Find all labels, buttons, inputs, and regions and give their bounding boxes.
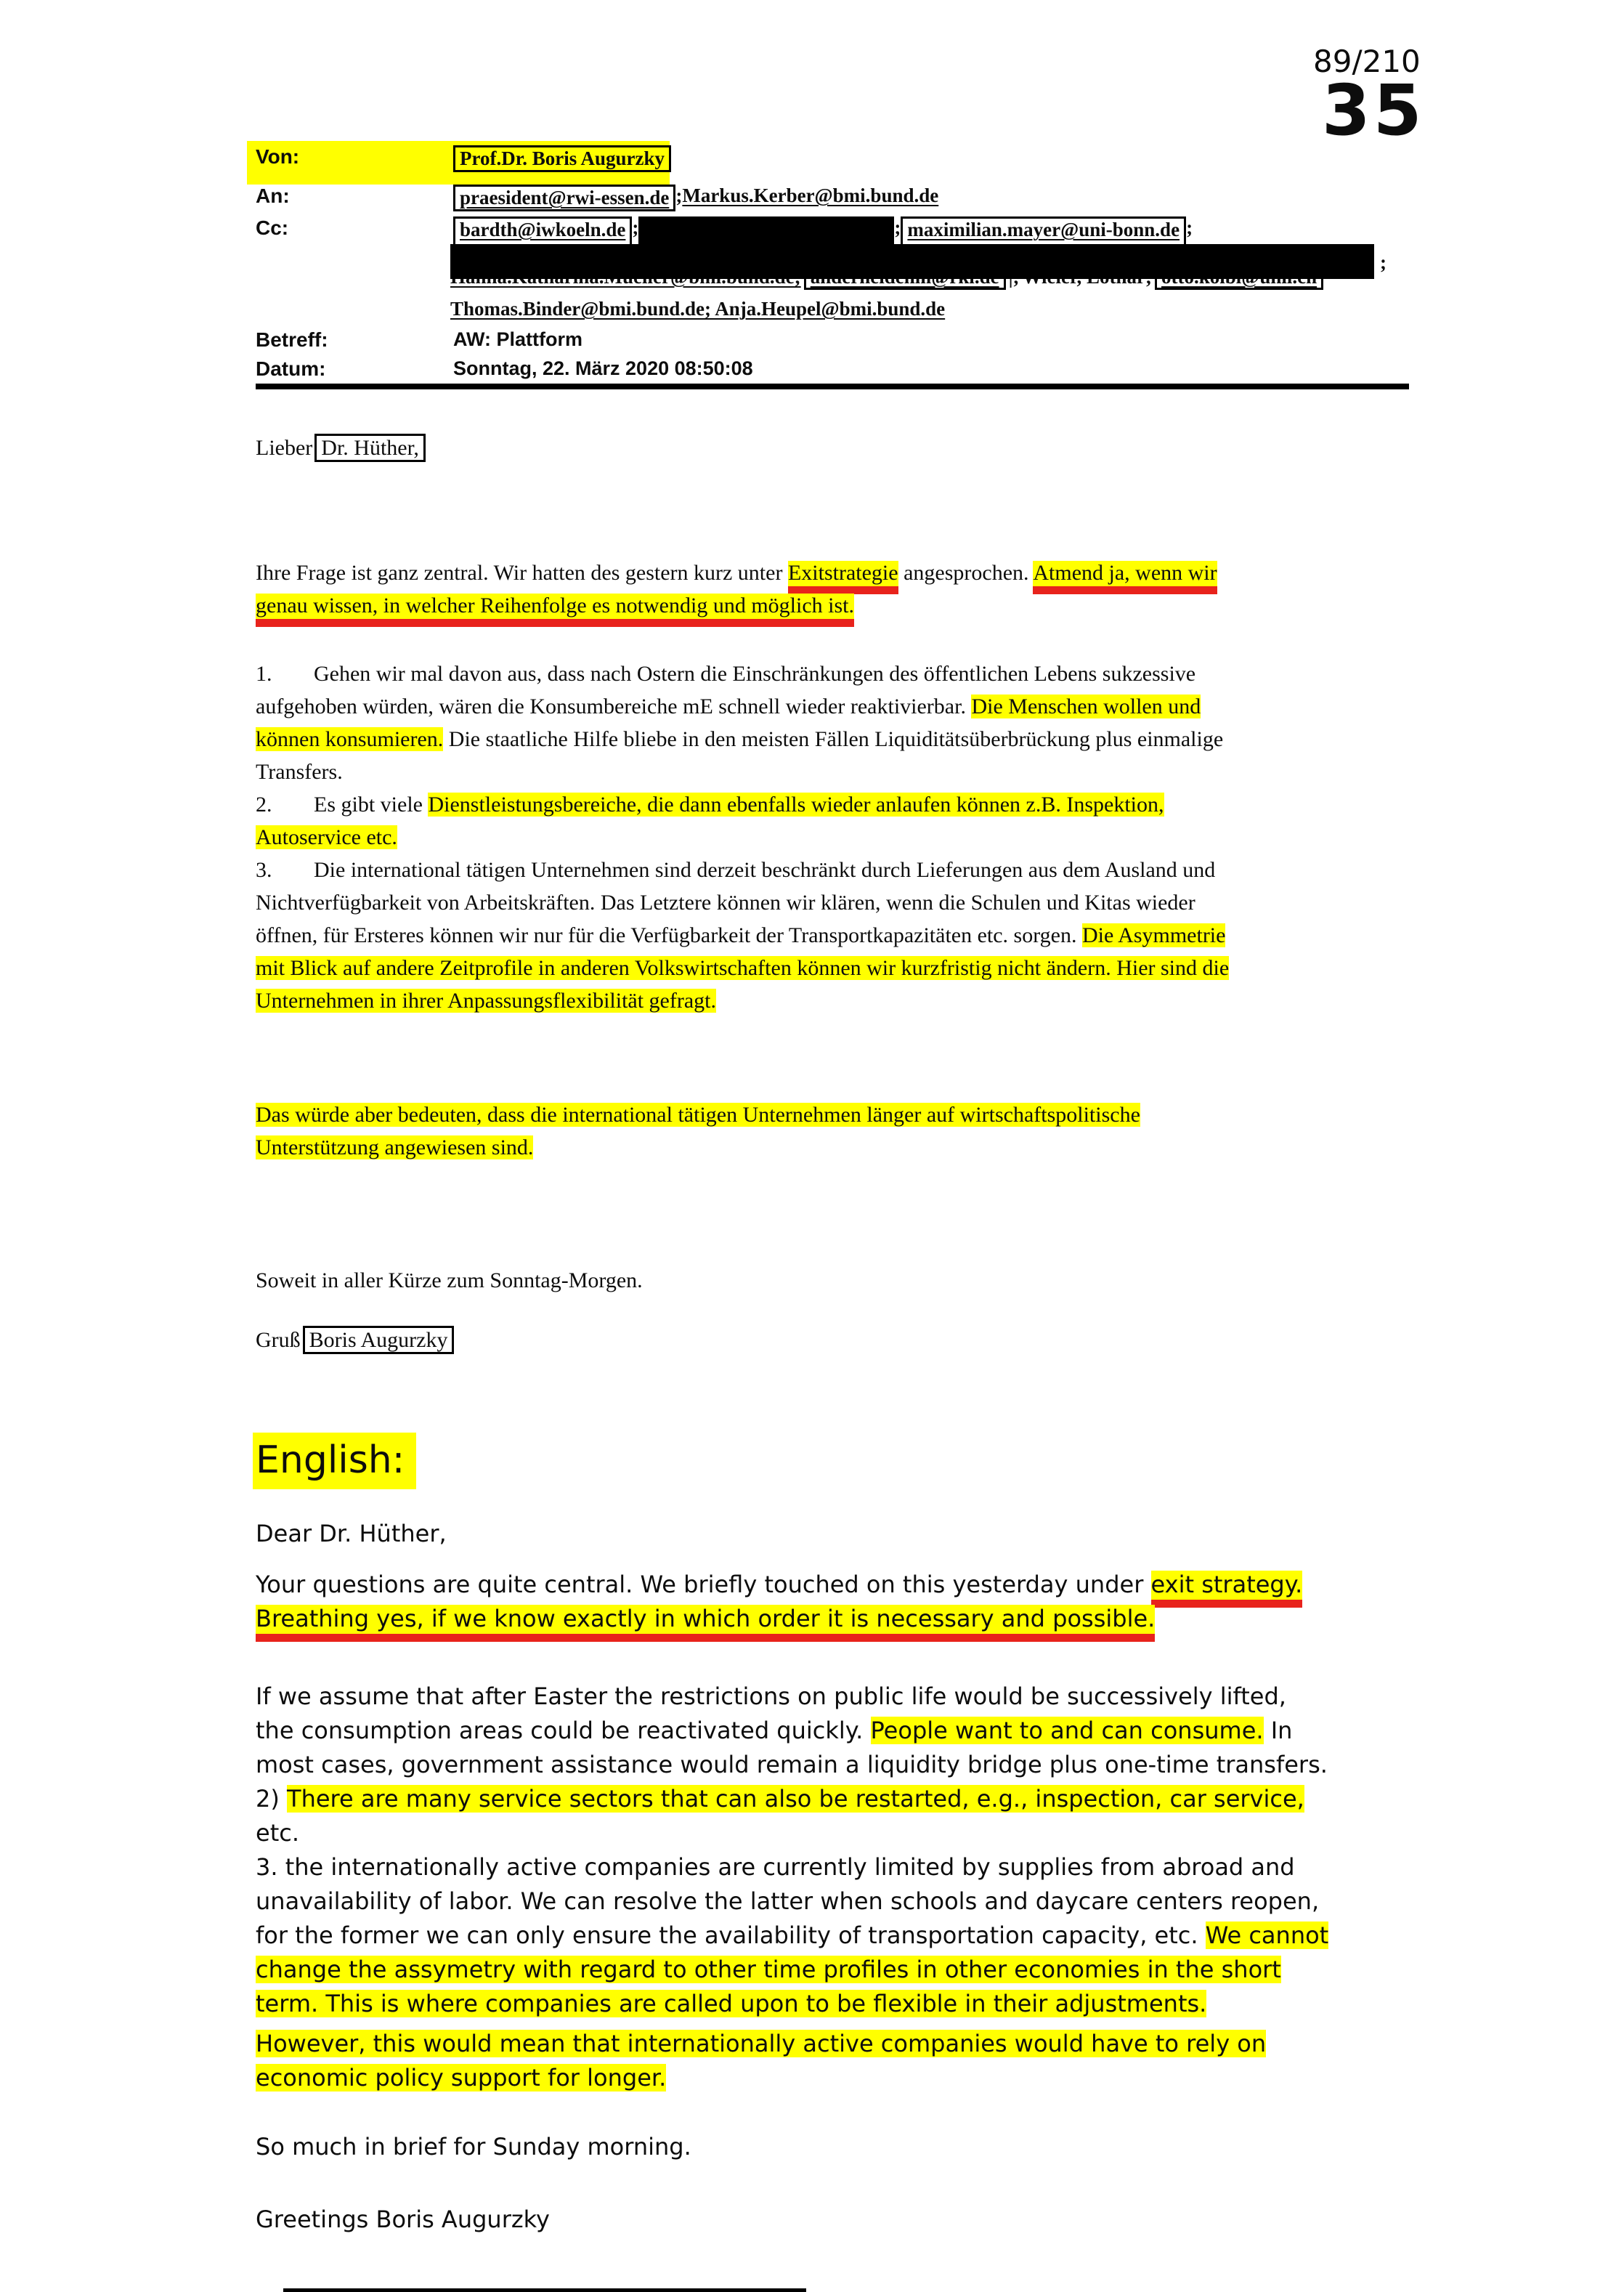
highlighted-text: Autoservice etc. [256,825,397,849]
german-paragraph-3: Soweit in aller Kürze zum Sonntag-Morgen. [256,1268,643,1292]
text-segment: the consumption areas could be reactivated quickly. [256,1717,871,1744]
an-recipient-2: Markus.Kerber@bmi.bund.de [682,185,939,206]
text-segment: aufgehoben würden, wären die Konsumbereiche mE schnell wieder reaktivierbar. [256,695,972,718]
german-list-item-1 [256,657,1454,788]
an-label: An: [256,185,290,207]
highlighted-text: change the assymetry with regard to other time profiles in other economies in the short [256,1956,1281,1983]
highlighted-text: Atmend ja, wenn wir [1033,561,1217,594]
signoff-name-box: Boris Augurzky [303,1326,455,1354]
english-greeting: Dear Dr. Hüther, [256,1520,447,1547]
cc-separator-1: ; [632,216,639,238]
page-stamp-number: 35 [1322,70,1425,151]
highlighted-text: There are many service sectors that can also be restarted, e.g., inspection, car service, [287,1785,1304,1813]
text-segment: In [1263,1717,1293,1744]
german-paragraph-1 [256,556,1447,622]
highlighted-text: mit Blick auf andere Zeitprofile in anderen Volkswirtschaften können wir kurzfristig nicht ändern. Hier sind die [256,956,1230,980]
highlighted-text: economic policy support for longer. [256,2064,667,2091]
english-heading-wrap [253,1433,416,1489]
cc-separator-2: ; [894,216,901,238]
page-counter: 89/210 [1313,44,1421,79]
highlighted-text: We cannot [1205,1922,1329,1949]
text-segment: Die international tätigen Unternehmen sind derzeit beschränkt durch Lieferungen aus dem Ausland und [314,858,1216,882]
text-segment: Nichtverfügbarkeit von Arbeitskräften. Das Letztere können wir klären, wenn die Schulen und Kitas wieder [256,891,1195,915]
an-recipient-box: praesident@rwi-essen.de [453,185,675,211]
cc-recipient-box-2: maximilian.mayer@uni-bonn.de [901,216,1186,250]
highlighted-text: Das würde aber bedeuten, dass die international tätigen Unternehmen länger auf wirtschaftspolitische [256,1103,1140,1127]
an-separator: ; [675,185,683,206]
betreff-value: AW: Plattform [453,328,583,350]
highlighted-text: Exitstrategie [788,561,898,594]
text-segment: Die staatliche Hilfe bliebe in den meisten Fällen Liquiditätsüberbrückung plus einmalige [443,727,1224,751]
header-separator-line [256,384,1409,389]
greeting-line [256,432,426,464]
highlighted-text: term. This is where companies are called upon to be flexible in their adjustments. [256,1990,1207,2017]
text-segment: If we assume that after Easter the restrictions on public life would be successively lifted, [256,1682,1286,1710]
highlighted-text: Breathing yes, if we know exactly in which order it is necessary and possible. [256,1605,1155,1642]
text-segment: 3. the internationally active companies are currently limited by supplies from abroad and [256,1853,1295,1881]
scan-artifact-bar [283,2288,806,2292]
highlighted-text: Die Menschen wollen und [971,695,1201,718]
german-list-item-3 [256,854,1454,1017]
text-segment: Es gibt viele [314,793,429,817]
redaction-bar-small [1055,248,1302,279]
english-paragraph-however [256,2027,1476,2095]
german-list-item-2 [256,788,1454,854]
text-segment: 2. [256,793,272,817]
english-paragraph-somuch: So much in brief for Sunday morning. [256,2133,691,2161]
betreff-label: Betreff: [256,328,328,351]
english-main-block [256,1680,1476,2021]
text-segment: unavailability of labor. We can resolve the latter when schools and daycare centers reopen, [256,1887,1320,1915]
header-row-datum [256,357,753,381]
greeting-name-box: Dr. Hüther, [314,434,426,462]
highlighted-text: Unternehmen in ihrer Anpassungsflexibilität gefragt. [256,989,716,1013]
signoff-prefix: Gruß [256,1328,301,1352]
highlighted-text: Unterstützung angewiesen sind. [256,1135,534,1159]
cc-continuation-line-2: Thomas.Binder@bmi.bund.de; Anja.Heupel@bmi.bund.de [450,298,946,320]
text-segment: for the former we can only ensure the availability of transportation capacity, etc. [256,1922,1206,1949]
highlighted-text: können konsumieren. [256,727,444,751]
german-list [256,657,1454,1017]
cc-recipient-box-1: bardth@iwkoeln.de [453,216,632,250]
english-paragraph-1 [256,1568,1461,1636]
highlighted-text: genau wissen, in welcher Reihenfolge es notwendig und möglich ist. [256,594,854,627]
text-segment: angesprochen. [898,561,1034,585]
line4-semicolon: ; [1380,251,1387,273]
datum-value: Sonntag, 22. März 2020 08:50:08 [453,357,753,379]
text-segment: Ihre Frage ist ganz zentral. Wir hatten des gestern kurz unter [256,561,788,585]
text-segment: 1. [256,662,272,686]
text-segment: Gehen wir mal davon aus, dass nach Ostern die Einschränkungen des öffentlichen Lebens sukzessive [314,662,1196,686]
text-segment: Your questions are quite central. We briefly touched on this yesterday under [256,1571,1151,1598]
header-row-von [256,145,671,172]
highlighted-text: exit strategy. [1151,1571,1303,1608]
cc-tail-separator: ; [1186,216,1193,238]
text-segment: 3. [256,858,272,882]
highlighted-text: However, this would mean that internationally active companies would have to rely on [256,2030,1267,2057]
header-row-an [256,185,938,211]
cc-label: Cc: [256,216,289,239]
von-label: Von: [256,145,300,168]
highlighted-text: Dienstleistungsbereiche, die dann ebenfalls wieder anlaufen können z.B. Inspektion, [428,793,1164,817]
text-segment: 2) [256,1785,288,1813]
highlighted-text: Die Asymmetrie [1082,923,1226,947]
signoff-line [256,1324,454,1356]
english-heading: English: [253,1433,416,1489]
text-segment: most cases, government assistance would remain a liquidity bridge plus one-time transfers. [256,1751,1328,1778]
text-segment: öffnen, für Ersteres können wir nur für die Verfügbarkeit der Transportkapazitäten etc. sorgen. [256,923,1082,947]
greeting-prefix: Lieber [256,436,313,460]
text-segment: etc. [256,1819,299,1847]
german-paragraph-2 [256,1098,1447,1164]
header-row-betreff [256,328,582,352]
von-sender-box: Prof.Dr. Boris Augurzky [453,145,671,172]
highlighted-text: People want to and can consume. [870,1717,1264,1744]
english-signoff: Greetings Boris Augurzky [256,2206,550,2233]
text-segment: Transfers. [256,760,343,784]
datum-label: Datum: [256,357,326,380]
